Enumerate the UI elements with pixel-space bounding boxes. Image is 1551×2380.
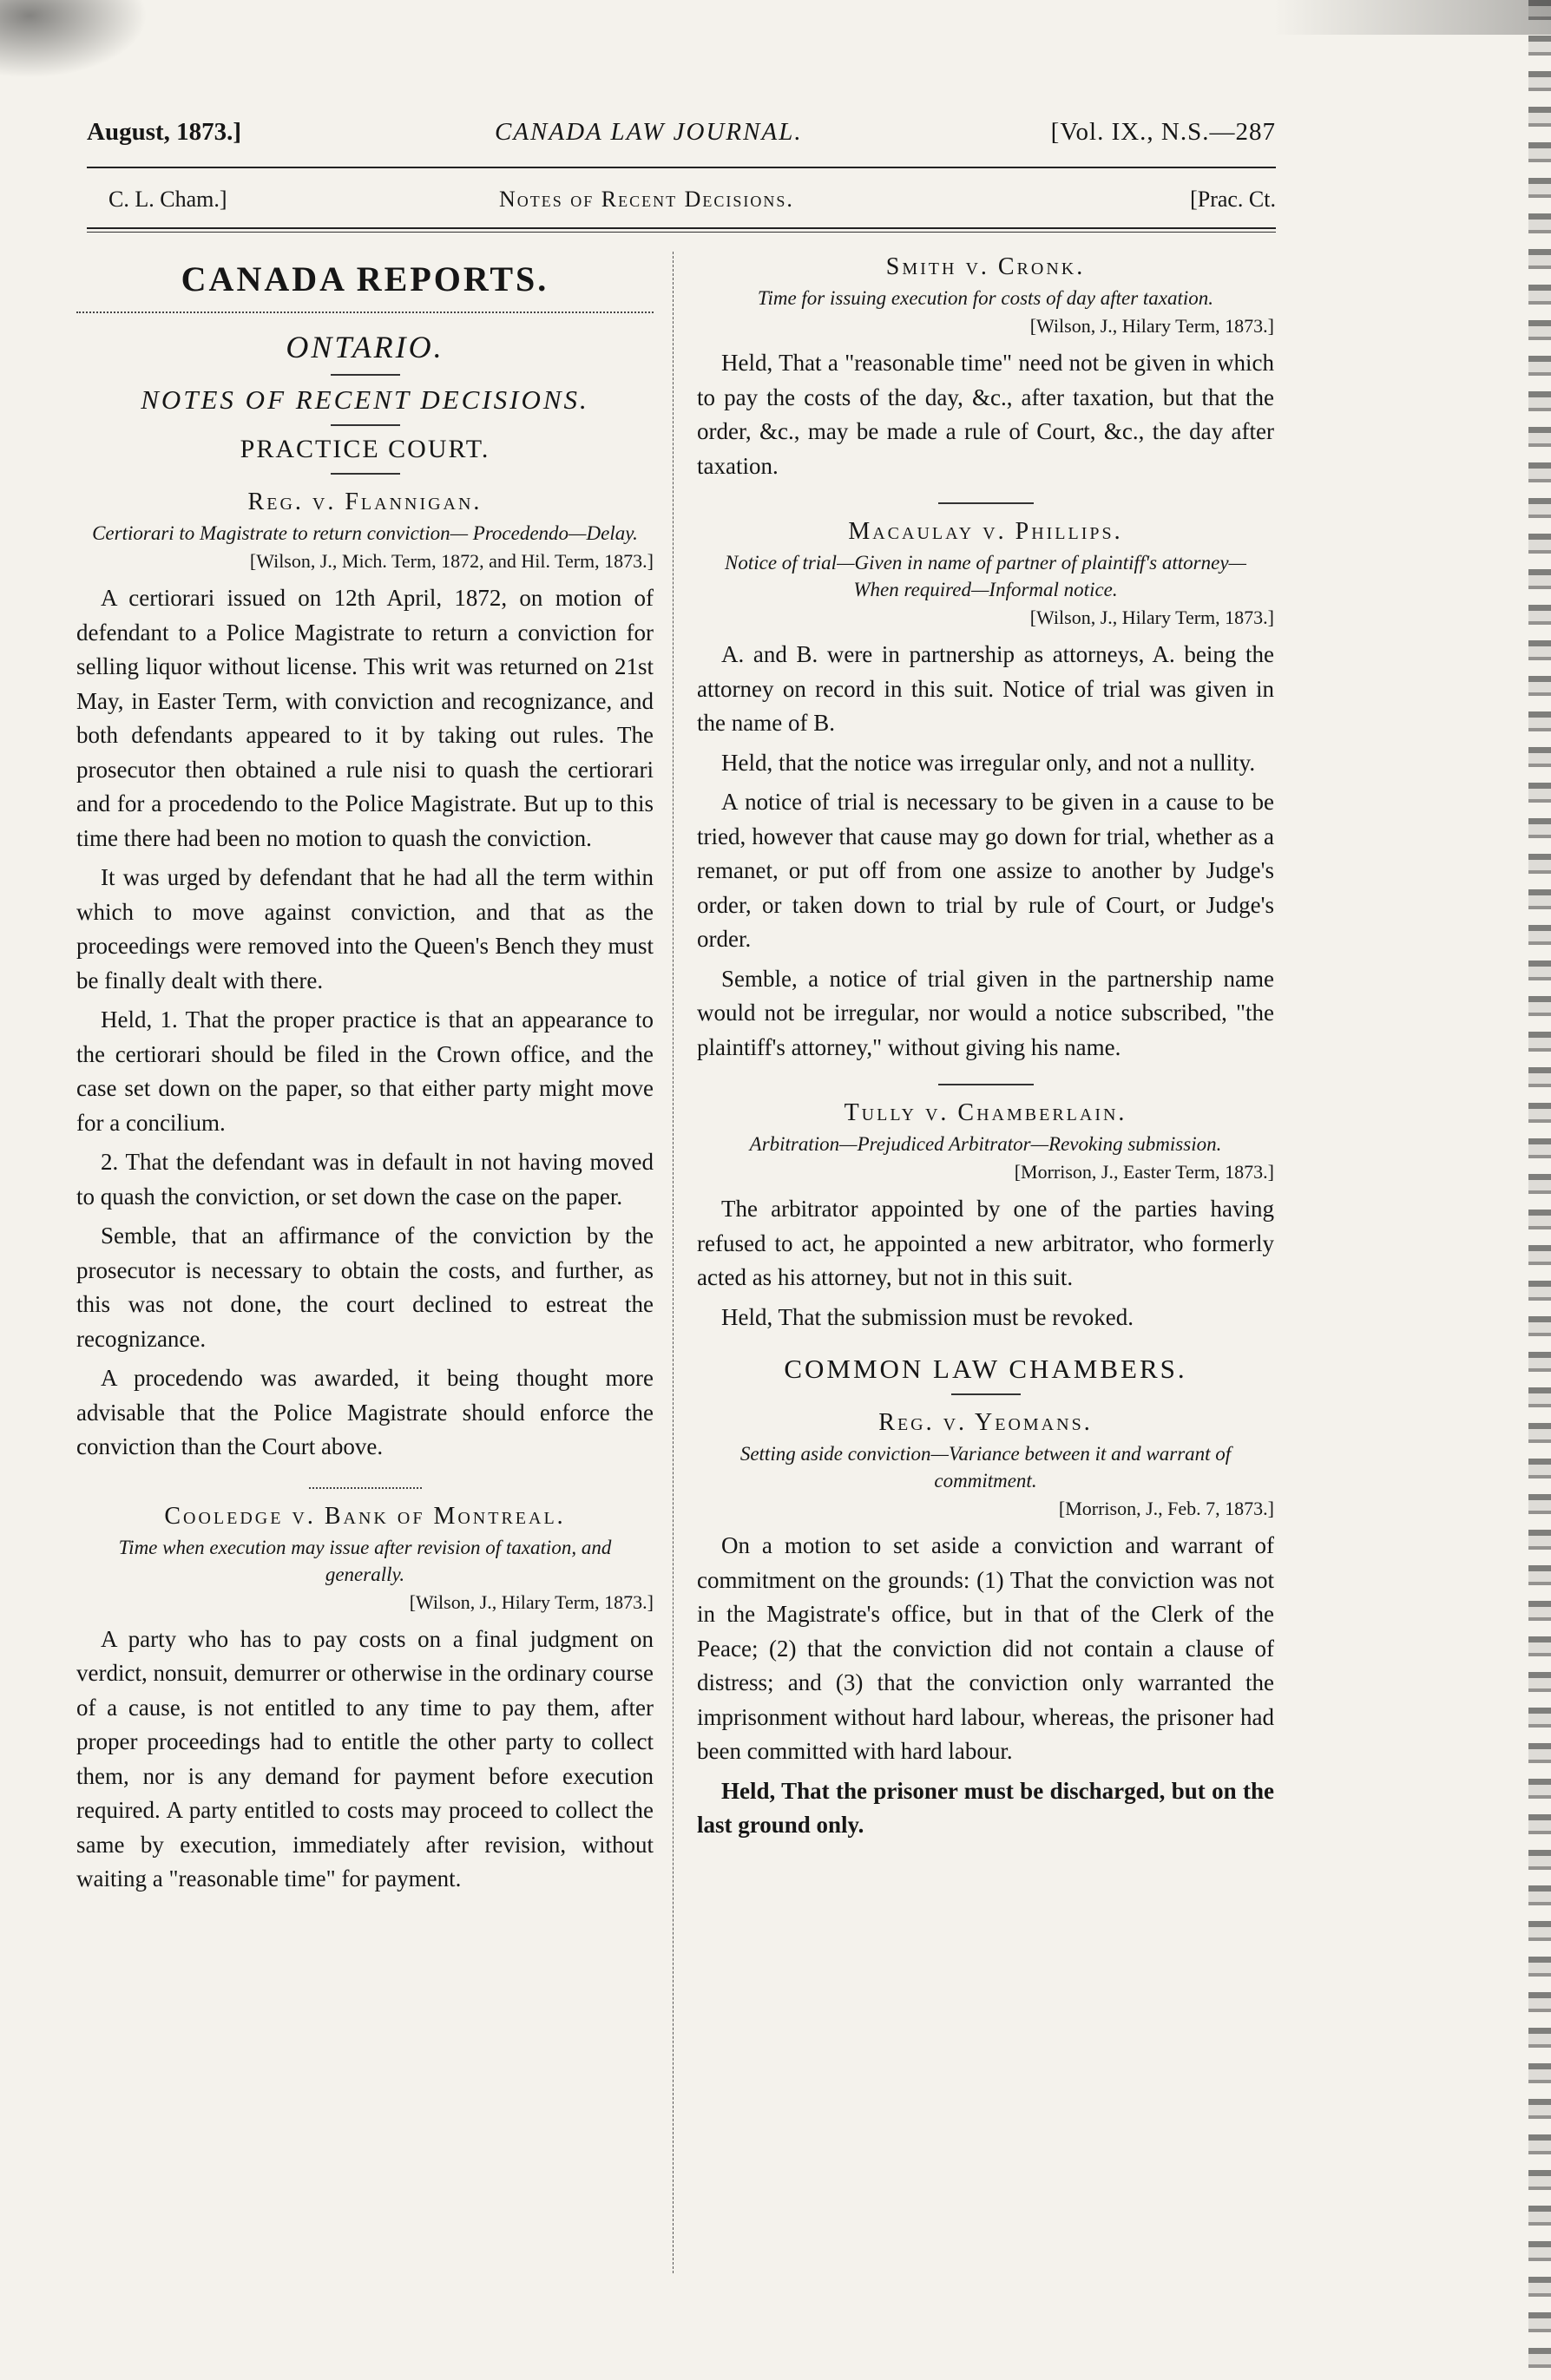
reports-title: CANADA REPORTS.: [181, 259, 549, 298]
case-paragraph: A. and B. were in partnership as attorneys, A. being the attorney on record in this suit. Notice of trial was given in the name of B.: [697, 641, 1274, 736]
right-column: [697, 252, 1274, 1848]
subheader-rule: [87, 232, 1276, 233]
case-title: Tully v. Chamberlain.: [844, 1099, 1127, 1126]
case-paragraph: A procedendo was awarded, it being thought more advisable that the Police Magistrate should enforce the conviction than the Court above.: [76, 1365, 654, 1459]
case-headnote: Setting aside conviction—Variance between it and warrant of commitment.: [739, 1443, 1232, 1492]
case-title: Cooledge v. Bank of Montreal.: [164, 1502, 566, 1530]
case-cooledge-v-bank-of-montreal: [76, 1503, 654, 1897]
dotted-rule: [76, 311, 654, 313]
case-title: Macaulay v. Phillips.: [848, 518, 1123, 545]
dotted-rule: [309, 1487, 422, 1489]
subheader-right: [Prac. Ct.: [1190, 187, 1276, 212]
subheader-center: Notes of Recent Decisions.: [499, 187, 794, 212]
case-paragraph: Semble, that an affirmance of the conviction by the prosecutor is necessary to obtain the costs, and further, as this was not done, the court declined to estreat the recognizance.: [76, 1223, 654, 1352]
case-paragraph: On a motion to set aside a conviction and warrant of commitment on the grounds: (1) That the conviction was not in the Magistrate's office, but in that of the Clerk of the Peace; (2) that the conviction did not contain a clause of distress; and (3) that the conviction only warranted the imprisonment without hard labour, whereas, the prisoner had been committed with hard labour.: [697, 1532, 1274, 1764]
header-volume: [Vol. IX., N.S.—287: [1050, 118, 1276, 146]
case-reg-v-yeomans: [697, 1409, 1274, 1843]
case-headnote: Certiorari to Magistrate to return conviction— Procedendo—Delay.: [92, 522, 638, 544]
case-citation: [Wilson, J., Mich. Term, 1872, and Hil. Term, 1873.]: [249, 550, 654, 572]
case-reg-v-flannigan: [76, 488, 654, 1465]
case-paragraph: Held, That the prisoner must be discharged, but on the last ground only.: [697, 1777, 1274, 1838]
case-citation: [Wilson, J., Hilary Term, 1873.]: [409, 1590, 654, 1613]
case-title: Reg. v. Flannigan.: [247, 488, 483, 515]
header-rule: [87, 167, 1276, 168]
scan-artifact: [0, 0, 148, 78]
column-divider: [673, 252, 674, 2273]
case-paragraph: Held, That a "reasonable time" need not be given in which to pay the costs of the day, &c., after taxation, but that the order, &c., may be made a rule of Court, &c., the day after taxation.: [697, 350, 1274, 479]
case-paragraph: Held, that the notice was irregular only, and not a nullity.: [721, 749, 1256, 776]
section-rule: [938, 1084, 1034, 1085]
short-rule: [951, 1393, 1021, 1395]
case-citation: [Wilson, J., Hilary Term, 1873.]: [1029, 606, 1274, 628]
case-tully-v-chamberlain: [697, 1099, 1274, 1334]
case-headnote: Notice of trial—Given in name of partner of plaintiff's attorney—When required—Informal notice.: [725, 552, 1246, 600]
case-headnote: Time when execution may issue after revision of taxation, and generally.: [118, 1536, 612, 1585]
left-column: [76, 252, 654, 1902]
subheader-rule: [87, 227, 1276, 229]
running-header: [87, 118, 1276, 153]
court-heading: PRACTICE COURT.: [240, 435, 490, 463]
case-citation: [Morrison, J., Easter Term, 1873.]: [1014, 1161, 1274, 1183]
case-paragraph: A party who has to pay costs on a final judgment on verdict, nonsuit, demurrer or otherwise in the ordinary course of a cause, is not entitled to any time to pay them, after proper proceedings had to entitle the other party to collect them, nor is any demand for payment before execution required. A party entitled to costs may proceed to collect the same by execution, immediately after revision, without waiting a "reasonable time" for payment.: [76, 1625, 654, 1892]
case-macaulay-v-phillips: [697, 518, 1274, 1065]
short-rule: [331, 424, 400, 426]
header-journal-title: CANADA LAW JOURNAL.: [495, 118, 803, 146]
case-paragraph: It was urged by defendant that he had all the term within which to move against conviction, and that as the proceedings were removed into the Queen's Bench they must be finally dealt with there.: [76, 864, 654, 993]
scan-edge: [1528, 0, 1551, 2380]
case-title: Reg. v. Yeomans.: [878, 1409, 1093, 1436]
case-paragraph: Held, That the submission must be revoked.: [721, 1303, 1134, 1330]
case-paragraph: 2. That the defendant was in default in not having moved to quash the conviction, or set down the case on the paper.: [76, 1149, 654, 1210]
subheader-left: C. L. Cham.]: [108, 187, 227, 212]
scan-artifact: [1273, 0, 1551, 35]
header-date: August, 1873.]: [87, 118, 242, 146]
case-citation: [Morrison, J., Feb. 7, 1873.]: [1058, 1498, 1274, 1519]
case-headnote: Arbitration—Prejudiced Arbitrator—Revoking submission.: [749, 1133, 1222, 1155]
chambers-heading: COMMON LAW CHAMBERS.: [784, 1354, 1187, 1384]
case-headnote: Time for issuing execution for costs of day after taxation.: [757, 287, 1214, 309]
short-rule: [331, 374, 400, 376]
section-rule: [938, 502, 1034, 504]
province-heading: ONTARIO.: [286, 330, 444, 364]
case-paragraph: Held, 1. That the proper practice is that an appearance to the certiorari should be filed in the Crown office, and the case set down on the paper, so that either party might move for a concilium.: [76, 1006, 654, 1136]
case-paragraph: A notice of trial is necessary to be given in a cause to be tried, however that cause may go down for trial, whether as a remanet, or put off from one assize to another by Judge's order, or taken down to trial by rule of Court, or Judge's order.: [697, 789, 1274, 952]
short-rule: [331, 473, 400, 475]
case-paragraph: A certiorari issued on 12th April, 1872, on motion of defendant to a Police Magistrate to return a conviction for selling liquor without license. This writ was returned on 21st May, in Easter Term, with conviction and recognizance, and both defendants appeared to it by taking out rules. The prosecutor then obtained a rule nisi to quash the certiorari and for a procedendo to the Police Magistrate. But up to this time there had been no motion to quash the conviction.: [76, 585, 654, 851]
case-paragraph: Semble, a notice of trial given in the partnership name would not be irregular, nor would a notice subscribed, "the plaintiff's attorney," without giving his name.: [697, 965, 1274, 1060]
case-smith-v-cronk: [697, 253, 1274, 483]
case-citation: [Wilson, J., Hilary Term, 1873.]: [1029, 315, 1274, 337]
case-title: Smith v. Cronk.: [885, 253, 1086, 280]
section-header: [108, 187, 1276, 218]
series-heading: NOTES OF RECENT DECISIONS.: [141, 384, 589, 415]
case-paragraph: The arbitrator appointed by one of the parties having refused to act, he appointed a new arbitrator, who formerly acted as his attorney, but not in this suit.: [697, 1196, 1274, 1290]
